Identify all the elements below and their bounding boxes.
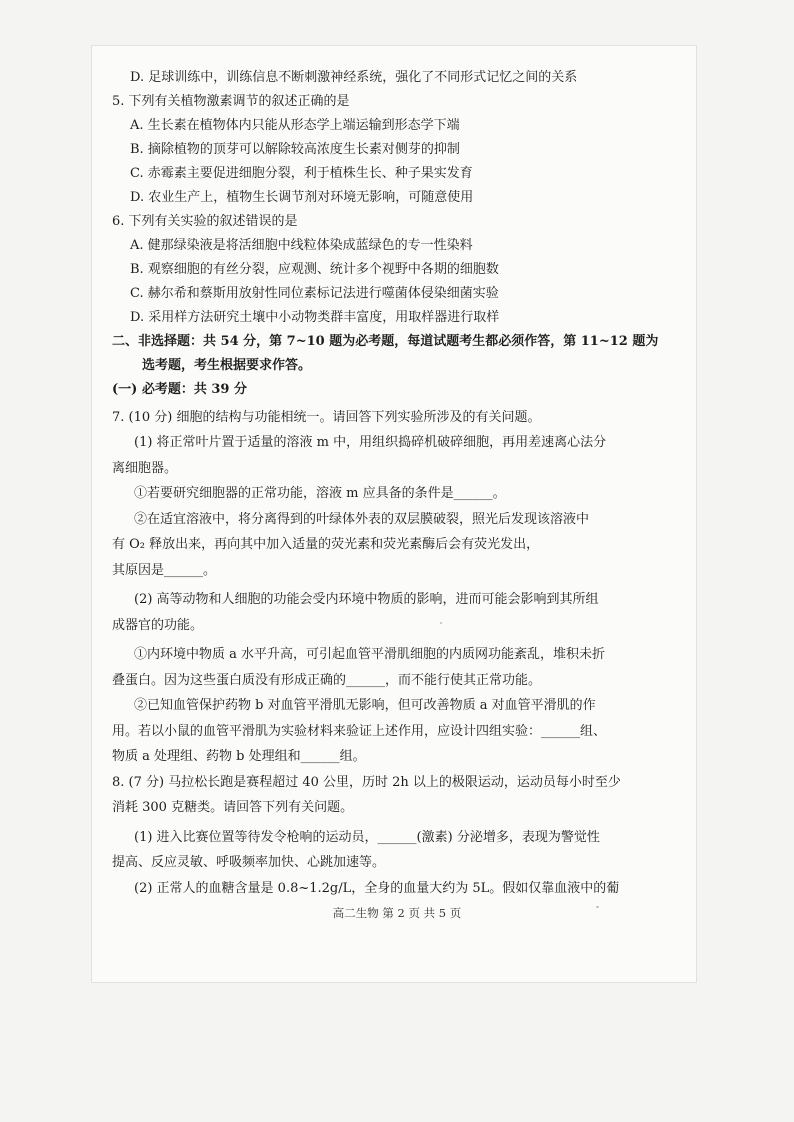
section-2-heading: 二、非选择题：共 54 分，第 7~10 题为必考题，每道试题考生都必须作答，第 11~12 题为 — [112, 334, 659, 349]
q8-part-1: (1) 进入比赛位置等待发令枪响的运动员，______(激素) 分泌增多，表现为警觉性 — [134, 829, 600, 845]
q7-part-1-cont: 离细胞器。 — [112, 460, 178, 476]
q7-part-2: (2) 高等动物和人细胞的功能会受内环境中物质的影响，进而可能会影响到其所组 — [134, 592, 599, 607]
q8-part-1-cont: 提高、反应灵敏、呼吸频率加快、心跳加速等。 — [112, 855, 386, 870]
question-6: 6. 下列有关实验的叙述错误的是 — [112, 214, 298, 229]
q5-option-b: B. 摘除植物的顶芽可以解除较高浓度生长素对侧芽的抑制 — [130, 142, 460, 157]
question-7: 7. (10 分) 细胞的结构与功能相统一。请回答下列实验所涉及的有关问题。 — [112, 410, 541, 425]
q7-part-2-cont: 成器官的功能。 — [112, 617, 204, 633]
q6-option-b: B. 观察细胞的有丝分裂，应观测、统计多个视野中各期的细胞数 — [130, 262, 499, 277]
q5-option-c: C. 赤霉素主要促进细胞分裂，利于植株生长、种子果实发育 — [130, 166, 473, 181]
question-8: 8. (7 分) 马拉松长跑是赛程超过 40 公里，历时 2h 以上的极限运动，运动员每小时至少 — [112, 774, 621, 790]
question-5: 5. 下列有关植物激素调节的叙述正确的是 — [112, 94, 350, 109]
q5-option-d: D. 农业生产上，植物生长调节剂对环境无影响，可随意使用 — [130, 190, 474, 205]
exam-content — [112, 66, 672, 901]
q8-part-2: (2) 正常人的血糖含量是 0.8~1.2g/L，全身的血量大约为 5L。假如仅靠血液中的葡 — [134, 880, 620, 896]
q5-option-a: A. 生长素在植物体内只能从形态学上端运输到形态学下端 — [130, 118, 460, 133]
q7-2-sub-2-end: 物质 a 处理组、药物 b 处理组和______组。 — [112, 749, 366, 764]
q7-1-sub-1: ①若要研究细胞器的正常功能，溶液 m 应具备的条件是______。 — [134, 486, 506, 501]
scan-speck — [440, 622, 442, 624]
section-2-heading-cont: 选考题，考生根据要求作答。 — [142, 358, 312, 373]
q7-2-sub-2-cont: 用。若以小鼠的血管平滑肌为实验材料来验证上述作用，应设计四组实验：______组、 — [112, 723, 607, 739]
page-footer: 高二生物 第 2 页 共 5 页 — [332, 906, 462, 920]
q6-option-c: C. 赫尔希和蔡斯用放射性同位素标记法进行噬菌体侵染细菌实验 — [130, 286, 499, 301]
q7-2-sub-1: ①内环境中物质 a 水平升高，可引起血管平滑肌细胞的内质网功能紊乱，堆积未折 — [134, 647, 606, 662]
q6-option-d: D. 采用样方法研究土壤中小动物类群丰富度，用取样器进行取样 — [130, 310, 500, 325]
q4-option-d: D. 足球训练中，训练信息不断刺激神经系统，强化了不同形式记忆之间的关系 — [130, 70, 578, 85]
scan-speck — [596, 906, 599, 908]
q7-2-sub-2: ②已知血管保护药物 b 对血管平滑肌无影响，但可改善物质 a 对血管平滑肌的作 — [134, 698, 596, 713]
q7-1-sub-2-cont: 有 O₂ 释放出来，再向其中加入适量的荧光素和荧光素酶后会有荧光发出， — [112, 537, 540, 552]
question-8-cont: 消耗 300 克糖类。请回答下列有关问题。 — [112, 800, 354, 815]
q7-2-sub-1-cont: 叠蛋白。因为这些蛋白质没有形成正确的______，而不能行使其正常功能。 — [112, 672, 542, 688]
required-questions-heading: (一) 必考题：共 39 分 — [112, 382, 247, 397]
q7-1-sub-2: ②在适宜溶液中，将分离得到的叶绿体外表的双层膜破裂，照光后发现该溶液中 — [134, 511, 590, 527]
q6-option-a: A. 健那绿染液是将活细胞中线粒体染成蓝绿色的专一性染料 — [130, 238, 473, 253]
q7-part-1: (1) 将正常叶片置于适量的溶液 m 中，用组织捣碎机破碎细胞，再用差速离心法分 — [134, 435, 607, 450]
q7-1-sub-2-end: 其原因是______。 — [112, 562, 217, 578]
